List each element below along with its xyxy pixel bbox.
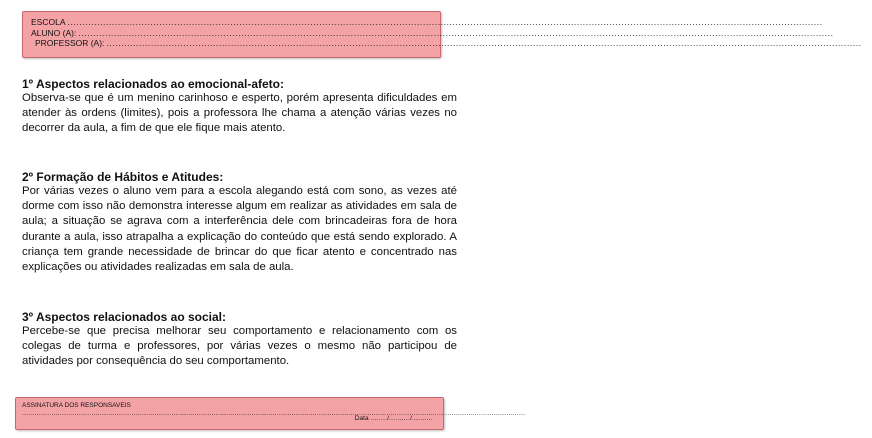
escola-label: ESCOLA — [31, 17, 66, 27]
professor-line — [31, 38, 862, 49]
section-title: 1º Aspectos relacionados ao emocional-afeto: — [22, 77, 285, 91]
section-body: Percebe-se que precisa melhorar seu comportamento e relacionamento com os colegas de turma e professores, por várias vezes o mesmo não participou de atividades por consequência do seu comportamento. — [22, 325, 457, 368]
professor-label: PROFESSOR (A): — [35, 38, 105, 48]
date-day-field[interactable]: ........ — [370, 415, 388, 422]
student-info-header — [22, 11, 862, 58]
date-month-field[interactable]: .......... — [389, 415, 411, 422]
date-year-field[interactable]: .......... — [411, 415, 433, 422]
aluno-field[interactable]: ............................................................................................................................................................................................................................................................... — [78, 27, 834, 38]
section-body: Por várias vezes o aluno vem para a escola alegando está com sono, as vezes até dorme com isso não demonstra interesse algum em realizar as atividades em sala de aula; a situação se agrava com a interferência dele com brincadeiras fora de hora durante a aula, isso atrapalha a explicação do conteúdo que está sendo explorado. A criança tem grande necessidade de brincar do que ficar atento e concentrado nas explicações ou atividades realizadas em sala de aula. — [22, 185, 457, 274]
date-label: Data — [354, 415, 369, 422]
date-separator: / — [387, 415, 390, 422]
signature-footer — [15, 397, 526, 430]
section-habits — [22, 170, 457, 275]
section-title: 3º Aspectos relacionados ao social: — [22, 310, 227, 324]
date-line — [355, 415, 433, 423]
date-separator: / — [410, 415, 412, 422]
escola-field[interactable]: ............................................................................................................................................................................................................................................................... — [67, 17, 823, 27]
section-social — [22, 310, 457, 370]
section-body: Observa-se que é um menino carinhoso e esperto, porém apresenta dificuldades em atender às ordens (limites), pois a professora lhe chama a atenção várias vezes no decorrer da aula, a fim de que ele fique mais atento. — [22, 92, 457, 135]
signature-label: ASSINATURA DOS RESPONSAVEIS — [22, 402, 131, 409]
section-emotional — [22, 77, 457, 137]
professor-field[interactable]: ............................................................................................................................................................................................................................................................... — [106, 38, 862, 48]
section-title: 2º Formação de Hábitos e Atitudes: — [22, 170, 224, 184]
aluno-line — [31, 27, 834, 39]
aluno-label: ALUNO (A): — [31, 27, 77, 38]
escola-line — [31, 17, 823, 28]
signature-field[interactable]: ............................................................................................................................................................................................................................................... — [22, 410, 526, 417]
